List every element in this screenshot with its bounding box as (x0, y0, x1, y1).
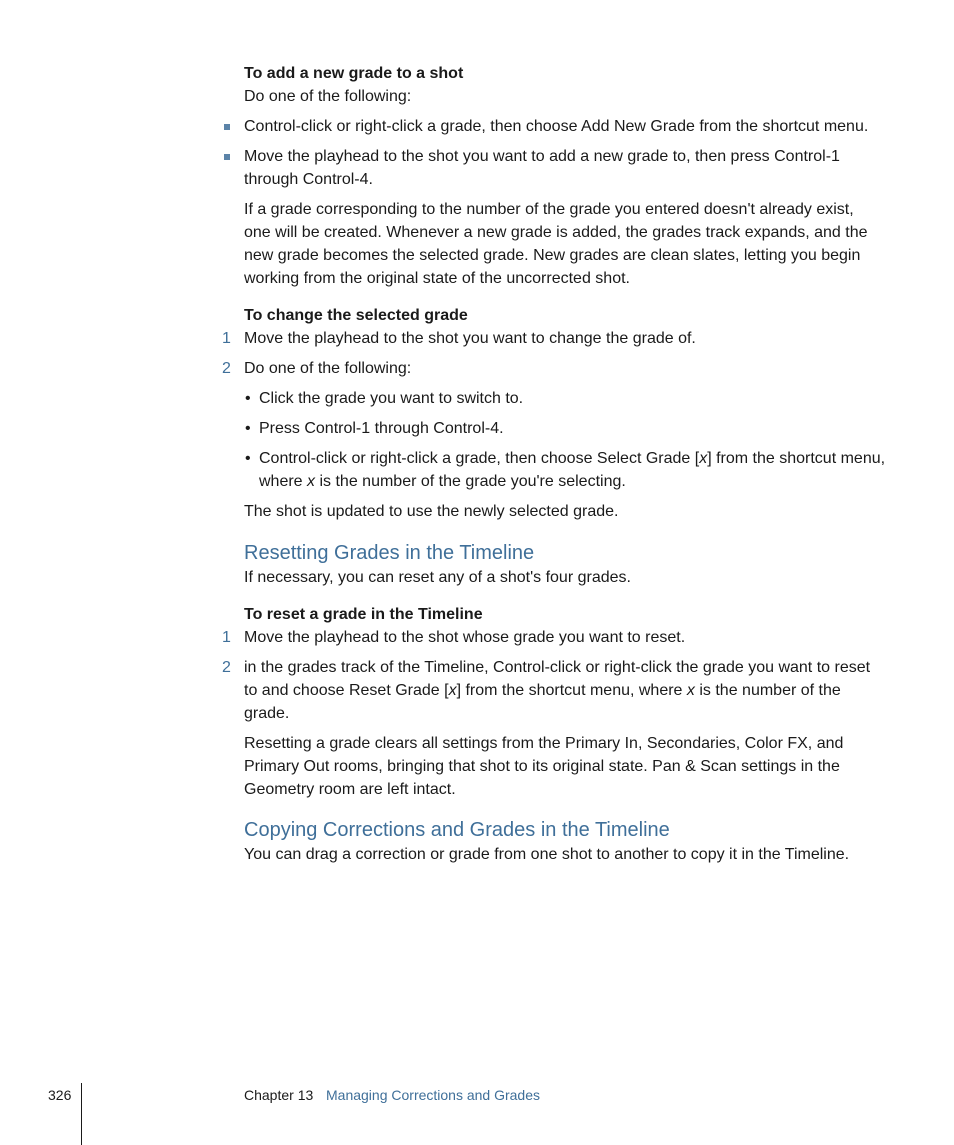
page-number: 326 (48, 1087, 72, 1103)
reset-step-1: Move the playhead to the shot whose grade you want to reset. (244, 629, 686, 646)
reset-step-2-var-x: x (686, 682, 695, 699)
step-number: 1 (222, 629, 231, 646)
square-bullet-icon (224, 154, 230, 160)
change-grade-sub-2: Press Control-1 through Control-4. (259, 420, 504, 437)
change-grade-result: The shot is updated to use the newly selected grade. (244, 503, 619, 520)
copying-intro: You can drag a correction or grade from one shot to another to copy it in the Timeline. (244, 846, 850, 863)
reset-step-2-text-a: in the grades track of the Timeline, Control-click or right-click the grade you want to reset to and choose Reset Grade [ (244, 659, 871, 699)
task-title-change-grade: To change the selected grade (244, 307, 468, 324)
dot-bullet-icon: • (245, 390, 251, 407)
reset-step-2-text-c: is the number of the grade. (244, 682, 841, 722)
add-grade-intro: Do one of the following: (244, 88, 412, 105)
footer-chapter-label: Chapter 13 (244, 1087, 314, 1103)
add-grade-bullet-2: Move the playhead to the shot you want to add a new grade to, then press Control-1 through Control-4. (244, 148, 840, 188)
resetting-intro: If necessary, you can reset any of a shot's four grades. (244, 569, 631, 586)
change-grade-sub-3 (259, 447, 889, 493)
heading-resetting-grades: Resetting Grades in the Timeline (244, 542, 535, 564)
sub-3-var-x: x (307, 473, 316, 490)
change-grade-sub-1: Click the grade you want to switch to. (259, 390, 524, 407)
square-bullet-icon (224, 124, 230, 130)
dot-bullet-icon: • (245, 450, 251, 467)
footer-divider (81, 1083, 82, 1145)
add-grade-note: If a grade corresponding to the number of the grade you entered doesn't already exist, one will be created. Whenever a new grade is added, the grades track expands, and the new grade becomes the selected grade. New grades are clean slates, letting you begin working from the original state of the uncorrected shot. (244, 201, 868, 287)
heading-copying-corrections: Copying Corrections and Grades in the Timeline (244, 819, 670, 841)
reset-result: Resetting a grade clears all settings from the Primary In, Secondaries, Color FX, and Primary Out rooms, bringing that shot to its original state. Pan & Scan settings in the Geometry room are left intact. (244, 735, 844, 798)
add-grade-bullet-1: Control-click or right-click a grade, then choose Add New Grade from the shortcut menu. (244, 118, 869, 135)
sub-3-text-c: is the number of the grade you're selecting. (315, 473, 626, 490)
footer-chapter-title: Managing Corrections and Grades (326, 1087, 541, 1103)
step-number: 2 (222, 360, 231, 377)
reset-step-2-var-x: x (448, 682, 457, 699)
task-title-reset-grade: To reset a grade in the Timeline (244, 606, 483, 623)
step-number: 1 (222, 330, 231, 347)
reset-step-2-text-b: ] from the shortcut menu, where (456, 682, 687, 699)
sub-3-text-a: Control-click or right-click a grade, then choose Select Grade [ (259, 450, 700, 467)
reset-step-2 (244, 656, 884, 725)
step-number: 2 (222, 659, 231, 676)
dot-bullet-icon: • (245, 420, 251, 437)
change-grade-step-1: Move the playhead to the shot you want to change the grade of. (244, 330, 696, 347)
sub-3-text-b: ] from the shortcut menu, where (259, 450, 886, 490)
sub-3-var-x: x (699, 450, 708, 467)
task-title-add-grade: To add a new grade to a shot (244, 65, 464, 82)
change-grade-step-2: Do one of the following: (244, 360, 412, 377)
